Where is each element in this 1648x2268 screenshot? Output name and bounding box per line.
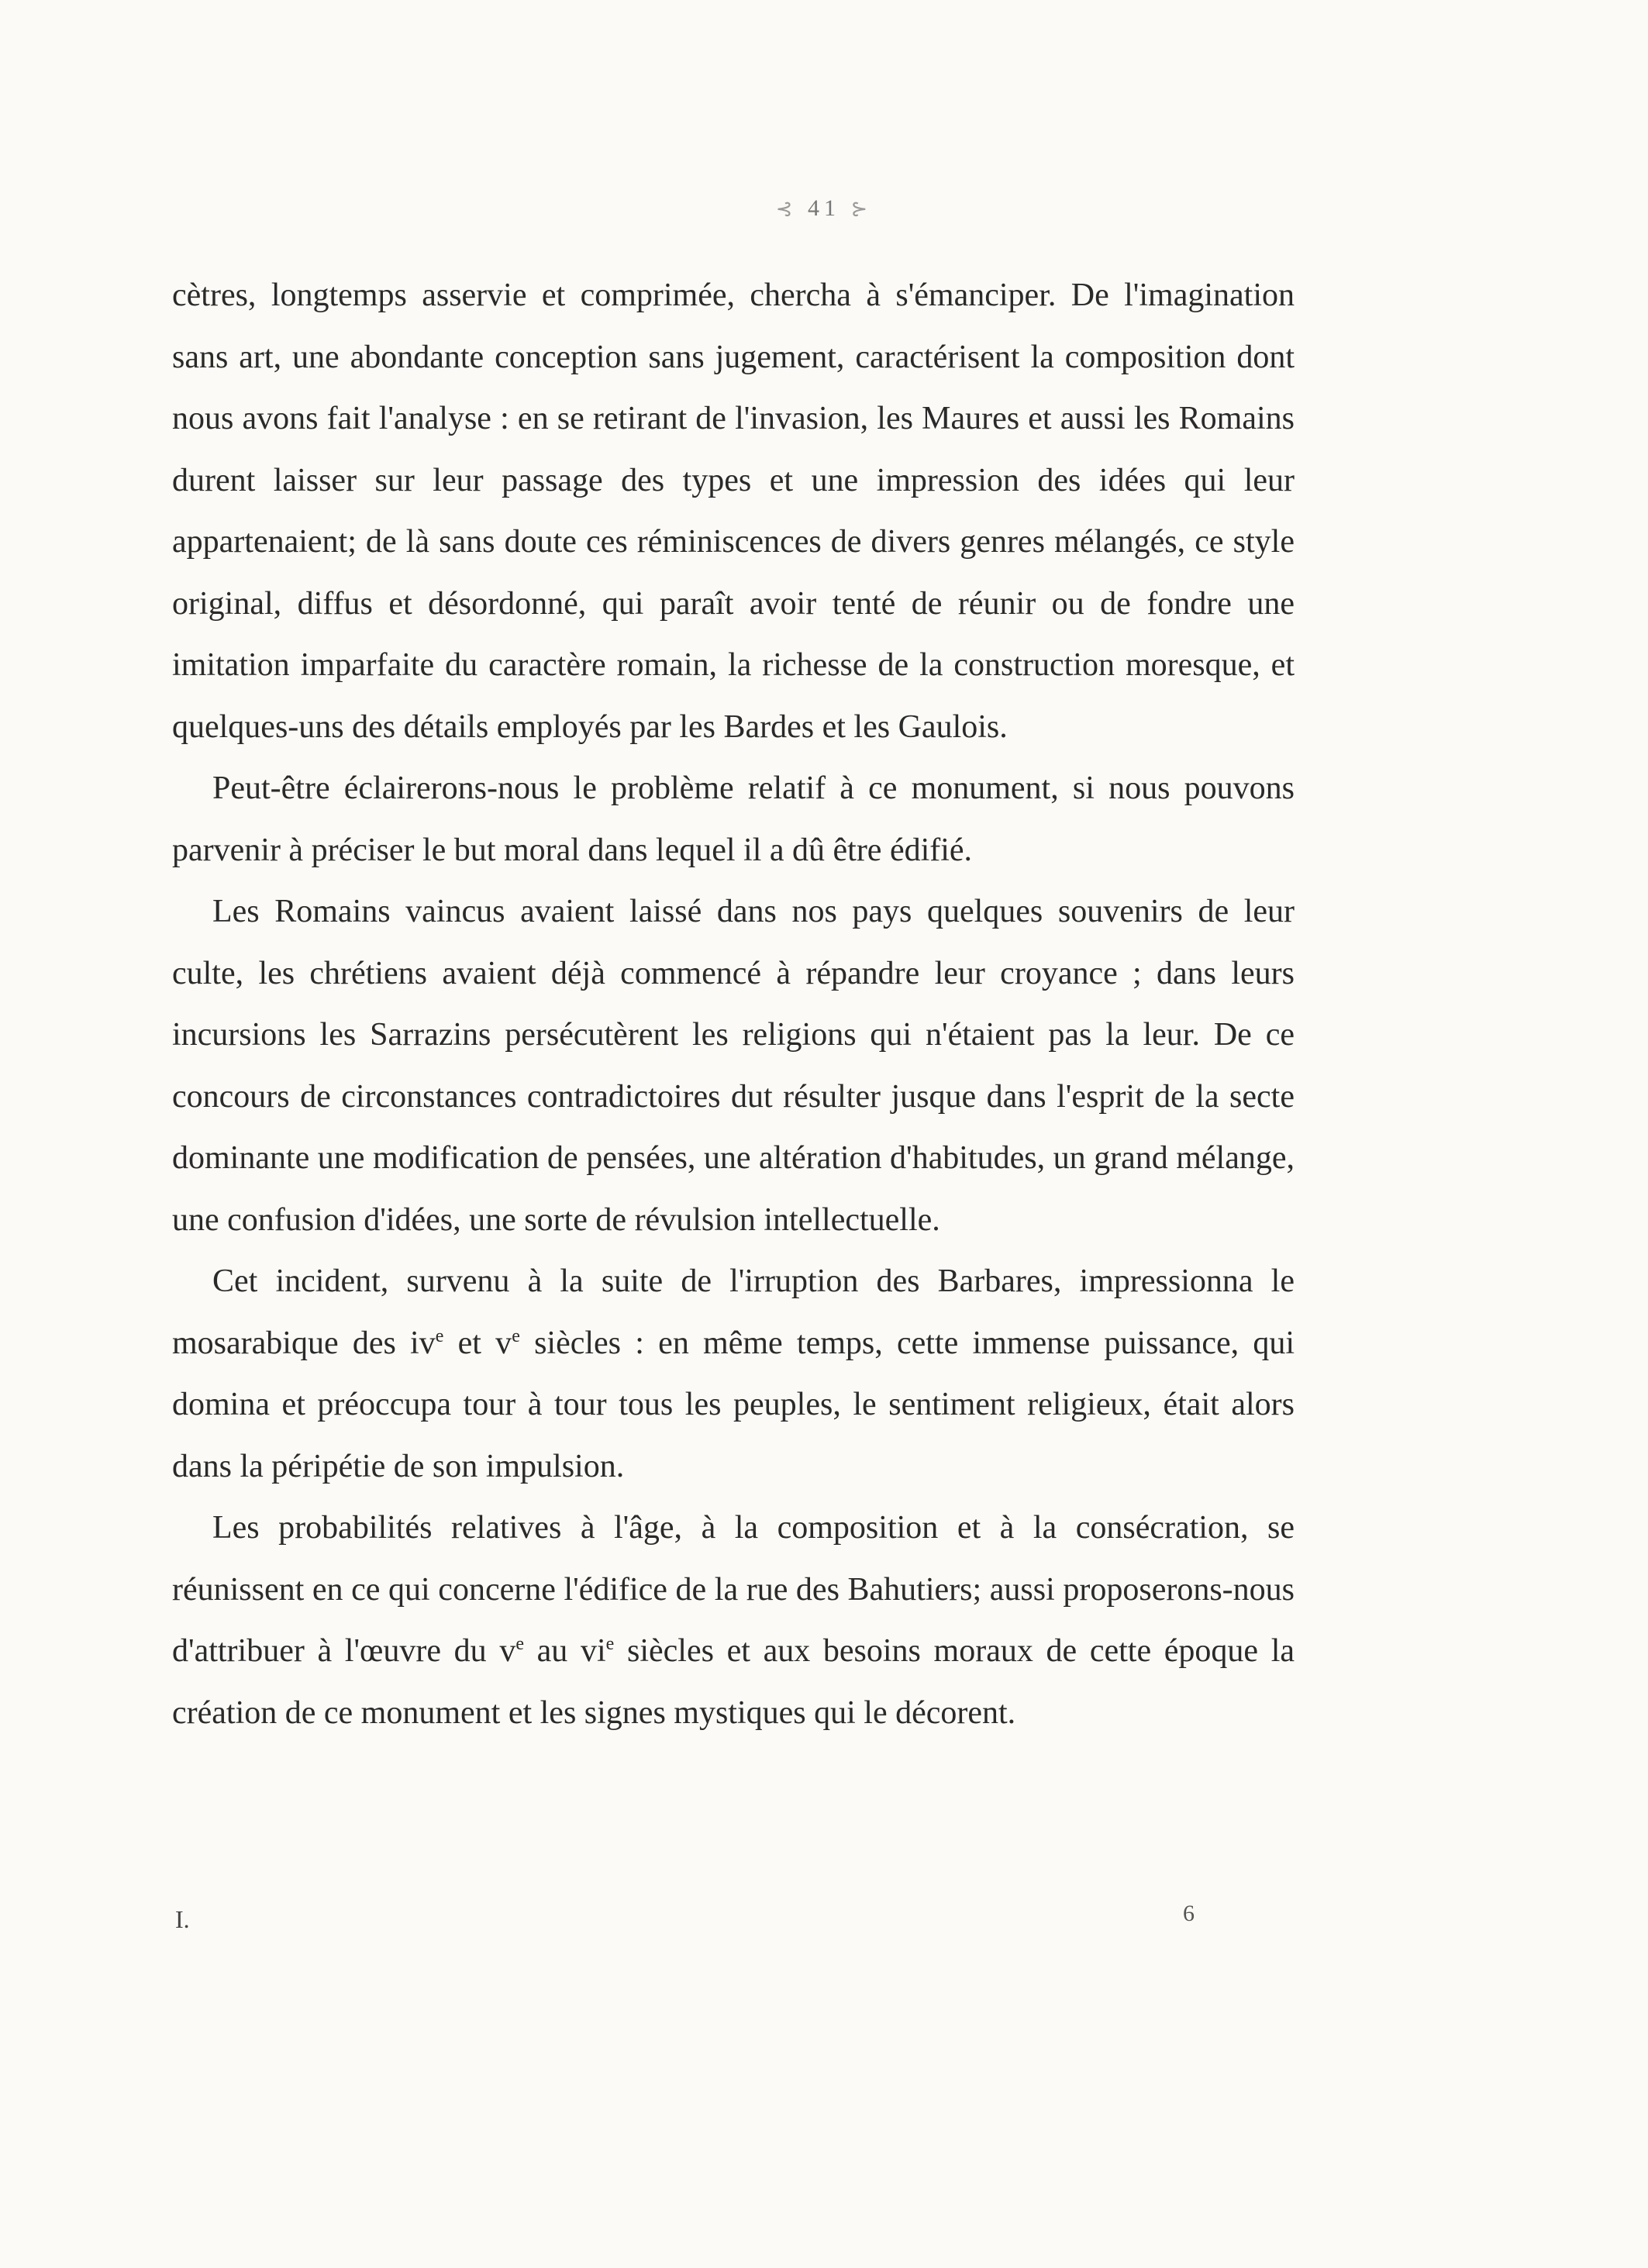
page-number: 41: [808, 195, 840, 221]
text-run: Les probabilités relatives à l'âge, à la composition et à la consécration, se réunissent en ce qui concerne l'édifice de la rue des Bahutiers; aussi proposerons-nous d'attribuer à l'œuvre du v: [172, 1510, 1295, 1669]
text-run: siècles : en même temps, cette immense puissance, qui domina et préoccupa tour à tour tous les peuples, le sentiment religieux, était alors dans la péripétie de son impulsion.: [172, 1325, 1295, 1484]
superscript: e: [605, 1634, 615, 1654]
paragraph: [172, 265, 1295, 758]
ornament-left-icon: ⊰: [775, 198, 798, 220]
superscript: e: [512, 1325, 520, 1346]
paragraph: [172, 1498, 1295, 1744]
superscript: e: [435, 1325, 444, 1346]
paragraph: [172, 881, 1295, 1251]
signature-mark-right: 6: [1183, 1901, 1195, 1926]
body-text: [172, 265, 1295, 1744]
text-run: siècles et aux besoins moraux de cette époque la création de ce monument et les signes mystiques qui le décorent.: [172, 1633, 1295, 1731]
signature-mark-left: I.: [175, 1905, 190, 1933]
ornament-right-icon: ⊱: [850, 198, 873, 220]
text-run: cètres, longtemps asservie et comprimée, chercha à s'émanciper. De l'imagination sans art, une abondante conception sans jugement, caractérisent la composition dont nous avons fait l'analyse : en se retirant de l'invasion, les Maures et aussi les Romains durent laisser sur leur passage des types et une impression des idées qui leur appartenaient; de là sans doute ces réminiscences de divers genres mélangés, ce style original, diffus et désordonné, qui paraît avoir tenté de réunir ou de fondre une imitation imparfaite du caractère romain, la richesse de la construction moresque, et quelques-uns des détails employés par les Bardes et les Gaulois.: [172, 277, 1295, 745]
paragraph: [172, 1251, 1295, 1498]
text-run: Peut-être éclairerons-nous le problème relatif à ce monument, si nous pouvons parvenir à préciser le but moral dans lequel il a dû être édifié.: [172, 770, 1295, 868]
paragraph: [172, 758, 1295, 881]
text-run: Les Romains vaincus avaient laissé dans nos pays quelques souvenirs de leur culte, les chrétiens avaient déjà commencé à répandre leur croyance ; dans leurs incursions les Sarrazins persécutèrent les religions qui n'étaient pas la leur. De ce concours de circonstances contradictoires dut résulter jusque dans l'esprit de la secte dominante une modification de pensées, une altération d'habitudes, un grand mélange, une confusion d'idées, une sorte de révulsion intellectuelle.: [172, 894, 1295, 1238]
text-run: et v: [443, 1325, 512, 1361]
page-header: [0, 195, 1648, 222]
text-run: au vi: [524, 1633, 606, 1669]
text-run: Cet incident, survenu à la suite de l'irruption des Barbares, impressionna le mosarabique des iv: [172, 1263, 1295, 1361]
superscript: e: [515, 1634, 524, 1654]
